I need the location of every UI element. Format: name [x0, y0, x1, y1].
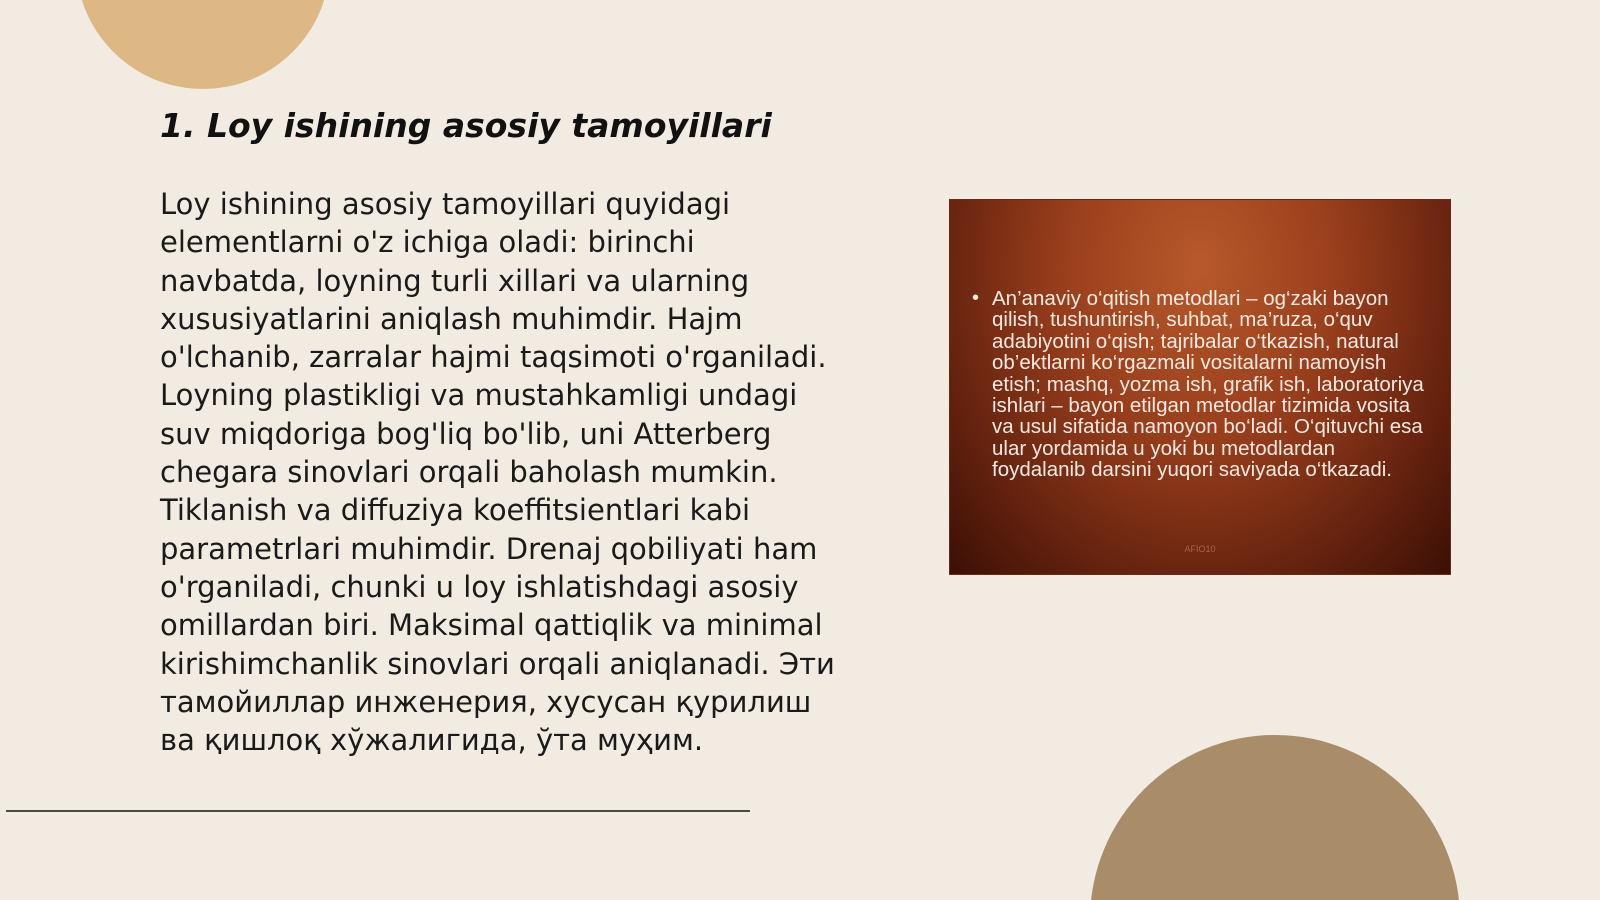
image-bullet-list — [972, 288, 1432, 481]
decorative-circle-top — [76, 0, 330, 89]
slide-body-text: Loy ishining asosiy tamoyillari quyidagi elementlarni o'z ichiga oladi: birinchi navbatda, loyning turli xillari va ularning xususiyatlarini aniqlash muhimdir. Hajm o'lchanib, zarralar hajmi taqsimoti o'rganiladi. Loyning plastikligi va mustahkamligi undagi suv miqdoriga bog'liq bo'lib, uni Atterberg chegara sinovlari orqali baholash mumkin. Tiklanish va diffuziya koeffitsientlari kabi parametrlari muhimdir. Drenaj qobiliyati ham o'rganiladi, chunki u loy ishlatishdagi asosiy omillardan biri. Maksimal qattiqlik va minimal kirishimchanlik sinovlari orqali aniqlanadi. Эти тамойиллар инженерия, хусусан қурилиш ва қишлоқ хўжалигида, ўта муҳим. — [160, 187, 835, 758]
bullet-icon: • — [972, 287, 980, 309]
slide-title: 1. Loy ishining asosiy tamoyillari — [160, 106, 772, 145]
image-bullet-text: An’anaviy o‘qitish metodlari – og‘zaki bayon qilish, tushuntirish, suhbat, ma’ruza, o‘quv adabiyotini o‘qish; tajribalar o‘tkazish, natural ob’ektlarni ko‘rgazmali vositalarni namoyish etish; mashq, yozma ish, grafik ish, laboratoriya ishlari – bayon etilgan metodlar tizimida vosita va usul sifatida namoyon bo‘ladi. O‘qituvchi esa ular yordamida u yoki bu metodlardan foydalanib darsini yuqori saviyada o‘tkazadi. — [992, 287, 1424, 482]
slide-image — [950, 200, 1450, 574]
decorative-circle-bottom — [1090, 735, 1460, 900]
image-caption: AFIO10 — [1184, 544, 1216, 554]
image-bullet-item — [972, 287, 1432, 482]
horizontal-rule — [6, 810, 750, 812]
